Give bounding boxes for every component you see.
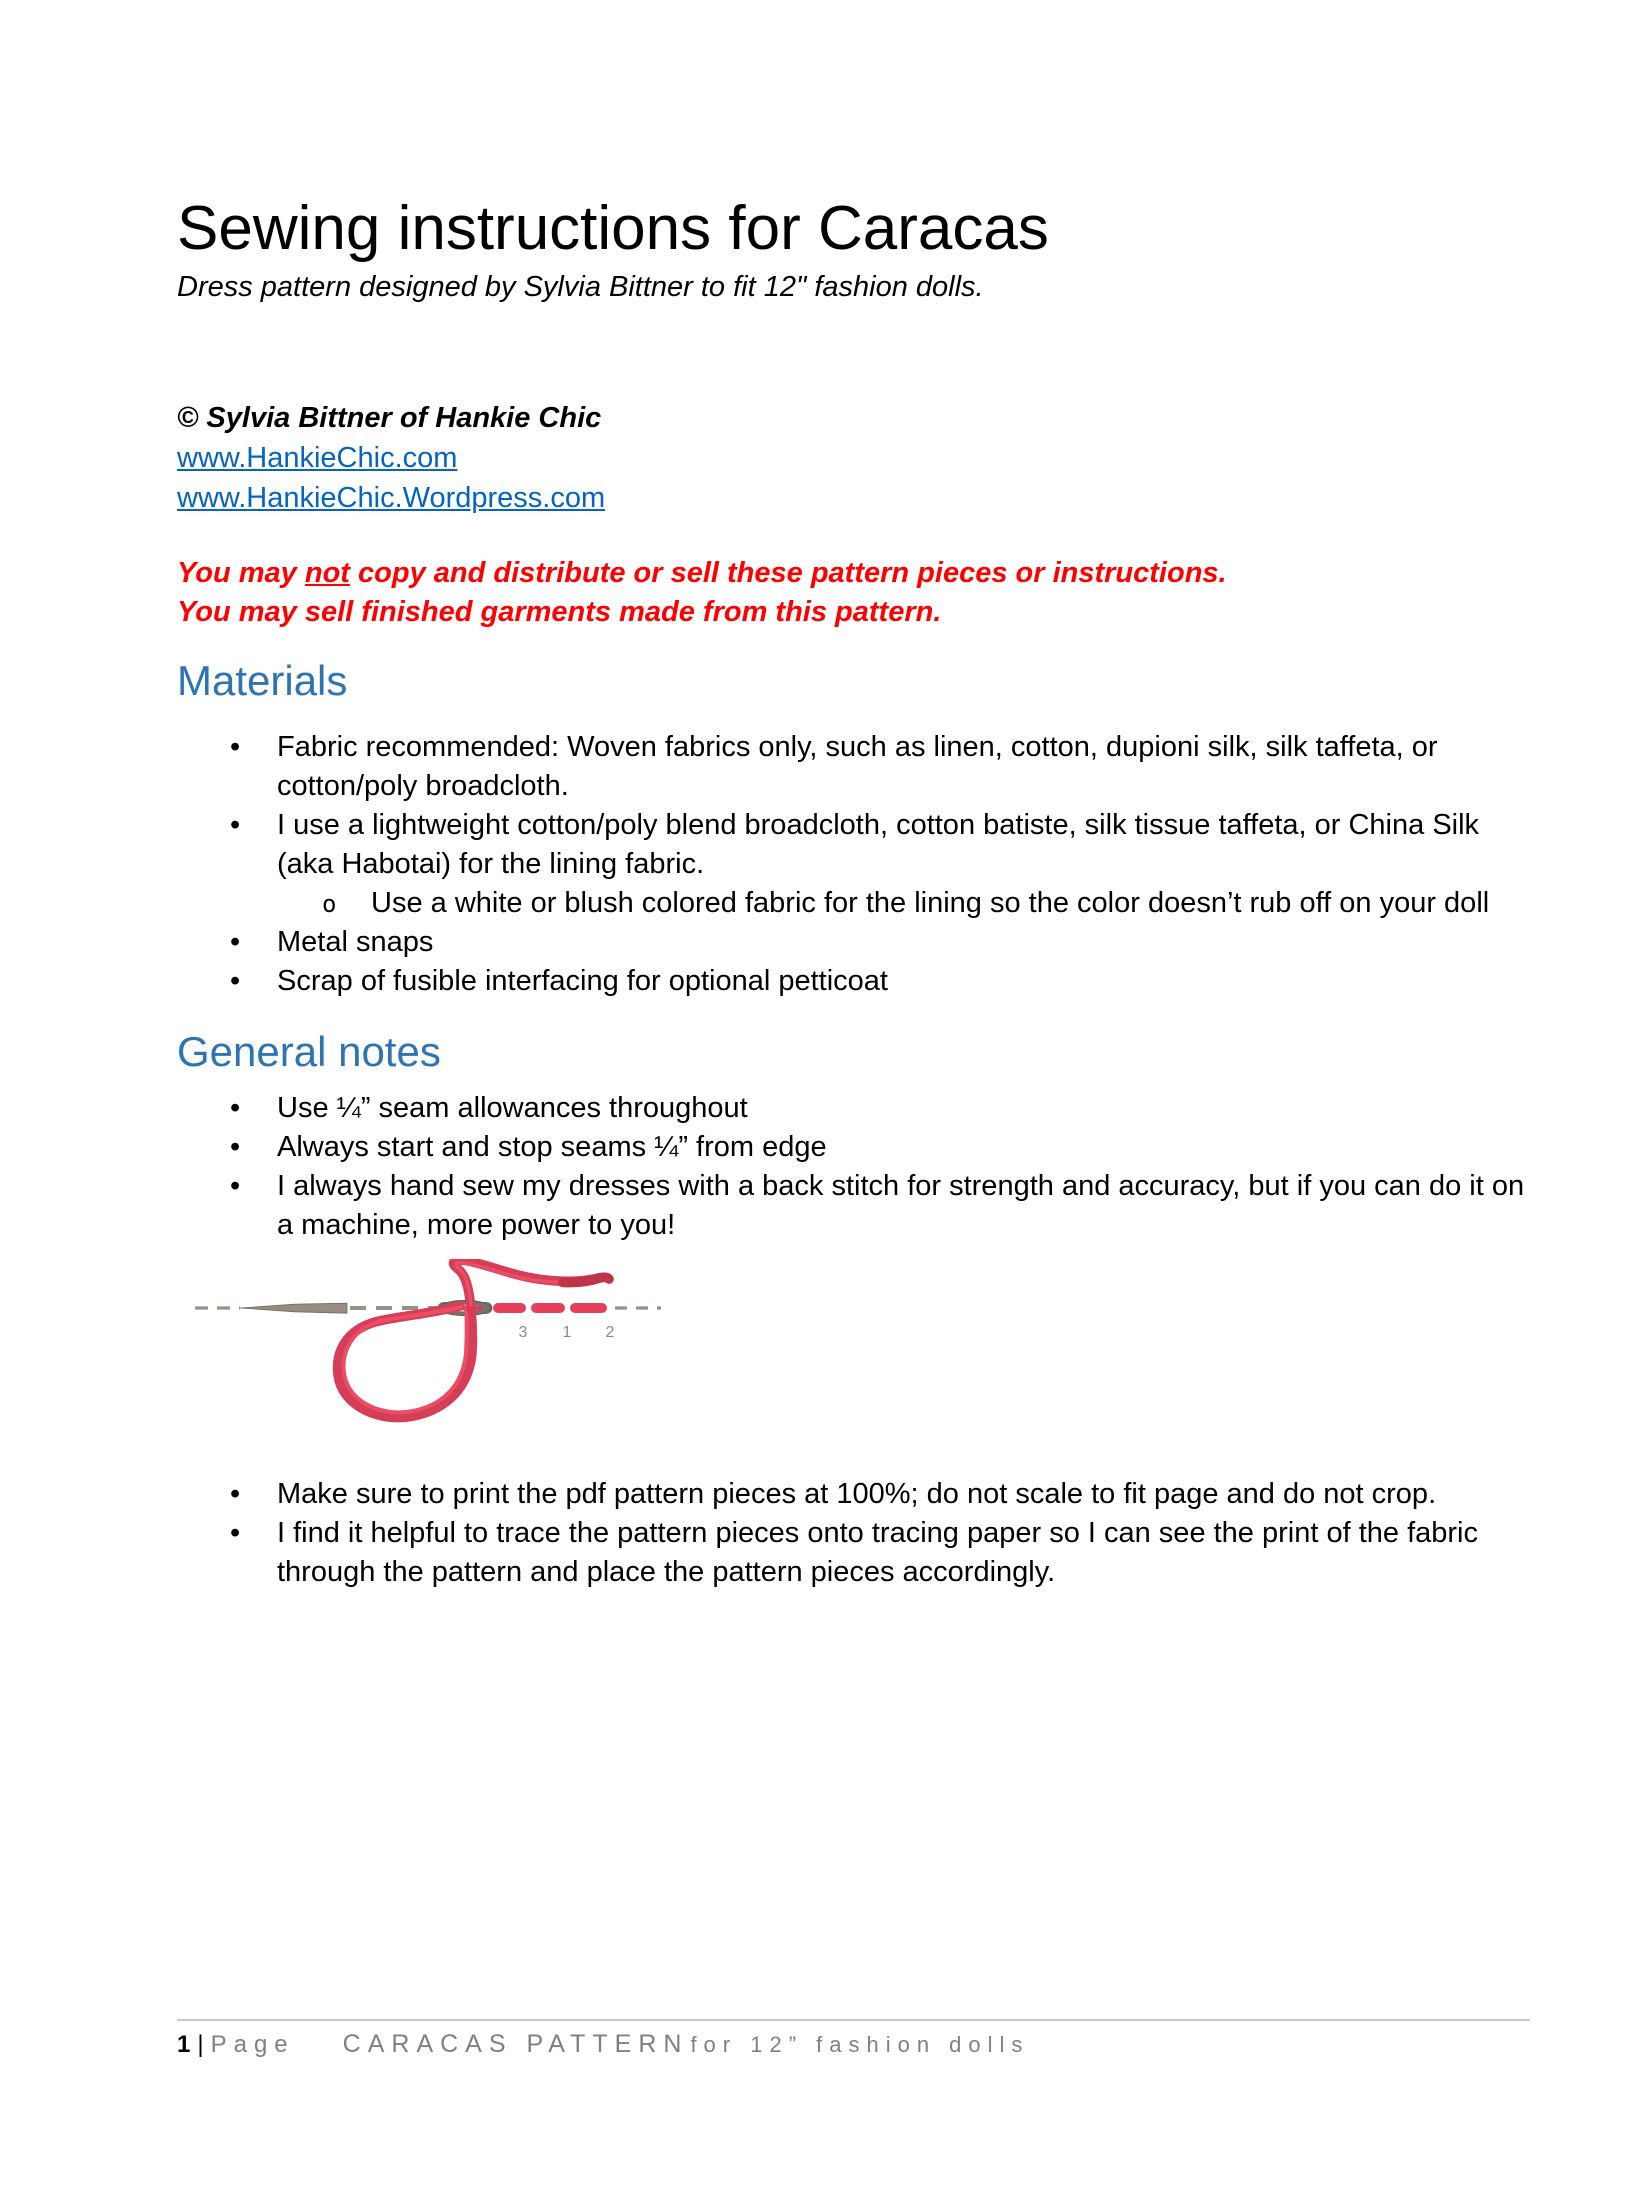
list-item: • I use a lightweight cotton/poly blend broadcloth, cotton batiste, silk tissue taffeta, or China Silk (aka Habotai) for the lining fabric. — [177, 806, 1537, 884]
list-item: • I find it helpful to trace the pattern pieces onto tracing paper so I can see the print of the fabric through the pattern and place the pattern pieces accordingly. — [177, 1514, 1537, 1592]
list-item: • Make sure to print the pdf pattern pieces at 100%; do not scale to fit page and do not crop. — [177, 1475, 1537, 1514]
list-item: • Scrap of fusible interfacing for optional petticoat — [177, 962, 1537, 1001]
list-subitem: o Use a white or blush colored fabric for the lining so the color doesn’t rub off on your doll — [177, 884, 1537, 923]
materials-list — [177, 728, 1537, 1001]
page-title: Sewing instructions for Caracas — [177, 194, 1049, 263]
general-notes-list-continued — [177, 1475, 1537, 1592]
notice-emphasis: not — [304, 557, 350, 589]
list-item: • Metal snaps — [177, 923, 1537, 962]
footer-doc-title: CARACAS PATTERN — [342, 2030, 689, 2058]
needle-tip — [240, 1303, 347, 1313]
materials-heading: Materials — [177, 657, 348, 704]
footer-doc-title-rest: for 12” fashion dolls — [690, 2032, 1030, 2057]
notice-text: You may — [177, 557, 305, 589]
step-label-2: 2 — [605, 1324, 615, 1341]
license-notice — [177, 554, 1535, 632]
list-item: • I always hand sew my dresses with a back stitch for strength and accuracy, but if you can do it on a machine, more power to you! — [177, 1167, 1537, 1245]
footer-separator: | — [197, 2031, 211, 2058]
stitch-segment — [493, 1303, 526, 1313]
thread-tail — [563, 1277, 609, 1282]
license-notice-line1 — [177, 554, 1535, 593]
general-notes-heading: General notes — [177, 1028, 441, 1075]
license-notice-line2: You may sell finished garments made from this pattern. — [177, 596, 942, 628]
footer-page-word: Page — [210, 2031, 295, 2058]
stitch-segment — [531, 1303, 565, 1313]
notice-text: copy and distribute or sell these pattern pieces or instructions. — [349, 557, 1227, 589]
list-item: • Use ¼” seam allowances throughout — [177, 1089, 1537, 1128]
general-notes-list — [177, 1089, 1537, 1245]
subtitle: Dress pattern designed by Sylvia Bittner to fit 12" fashion dolls. — [177, 271, 984, 303]
step-label-1: 1 — [562, 1324, 572, 1341]
stitch-segment — [570, 1303, 607, 1313]
page-number: 1 — [177, 2031, 198, 2058]
footer-text — [177, 2029, 1530, 2060]
link-list — [177, 438, 1535, 518]
hankiechic-wordpress-link[interactable]: www.HankieChic.Wordpress.com — [177, 482, 606, 514]
list-item: • Always start and stop seams ¼” from edge — [177, 1128, 1537, 1167]
hankiechic-link[interactable]: www.HankieChic.com — [177, 442, 458, 474]
step-label-3: 3 — [518, 1324, 528, 1341]
backstitch-diagram — [195, 1259, 665, 1427]
page-footer — [177, 2019, 1530, 2060]
copyright-line: © Sylvia Bittner of Hankie Chic — [177, 402, 602, 434]
backstitch-diagram-image — [195, 1259, 665, 1427]
list-item: • Fabric recommended: Woven fabrics only, such as linen, cotton, dupioni silk, silk taffeta, or cotton/poly broadcloth. — [177, 728, 1537, 806]
